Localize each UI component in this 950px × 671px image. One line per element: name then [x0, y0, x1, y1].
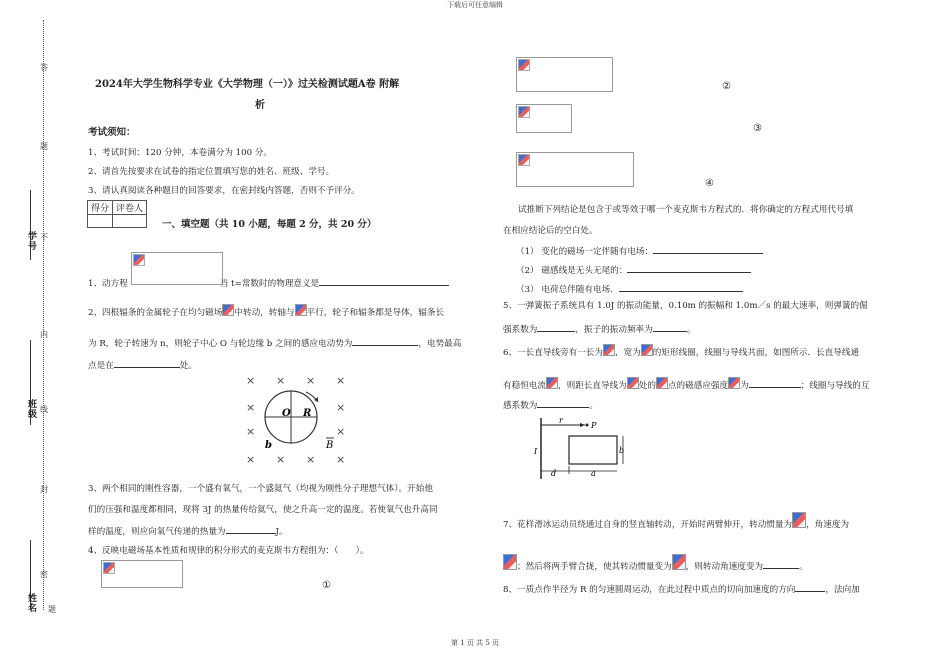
q5-line1: 5、一弹簧振子系统具有 1.0J 的振动能量，0.10m 的振幅和 1.0m／s 的最大速率，则弹簧的倔 [503, 301, 868, 311]
q6-text: 6、一长直导线旁有一长为 [503, 348, 603, 358]
q6-line1 [503, 344, 859, 358]
q4-tail-2: 在相应结论后的空白处。 [503, 226, 598, 236]
q3-line2: 们的压强和温度都相同，现将 3J 的热量传给氦气，使之升高一定的温度。若使氧气也升高同 [88, 505, 438, 515]
exam-title [95, 74, 435, 116]
q7-text: ；然后将两手臂合拢，使其转动惯量变为 [517, 562, 672, 572]
image-icon [641, 344, 653, 356]
eq-mark-3: ③ [753, 123, 762, 134]
q3-text: J。 [275, 527, 288, 537]
margin-char: 封 [40, 485, 48, 494]
maxwell-eq-4-image [516, 152, 634, 187]
cross-mark: × [336, 425, 346, 438]
field-crosses [246, 374, 345, 466]
q4-a-text: （1） 变化的磁场一定伴随有电场： [516, 247, 654, 257]
q6-blank-B[interactable] [749, 378, 801, 388]
section-title: 一、填空题（共 10 小题，每题 2 分，共 20 分） [162, 219, 377, 230]
label-b: b [265, 440, 272, 451]
image-icon [518, 59, 530, 71]
q5-blank-freq[interactable] [653, 322, 687, 332]
q7-text: ，角速度为 [806, 520, 850, 530]
q7-line2 [503, 554, 808, 572]
cross-mark: × [276, 374, 286, 387]
class-label: 班级 [28, 400, 38, 420]
q5-text: ，振子的振动频率为 [575, 325, 653, 335]
q6-text: 的矩形线圈，线圈与导线共面，如图所示．长直导线通 [652, 348, 860, 358]
margin-char: 题 [40, 142, 48, 151]
score-table [87, 200, 147, 228]
q2-text: 处。 [179, 361, 197, 371]
arrow-head [580, 423, 585, 427]
image-icon [728, 377, 740, 389]
q6-text: 处的 [638, 381, 656, 391]
label-r: r [559, 416, 563, 425]
image-icon [103, 562, 115, 574]
label-O: O [282, 408, 291, 419]
q1-blank[interactable] [319, 276, 449, 286]
eq-mark-4: ④ [705, 178, 714, 189]
q4-line: 4、反映电磁场基本性质和规律的积分形式的麦克斯韦方程组为：（ ）。 [88, 546, 369, 556]
image-icon [627, 377, 639, 389]
q1-pre: 1、动方程 [88, 279, 128, 289]
label-I: I [534, 447, 538, 456]
q3-line1: 3、两个相同的刚性容器，一个盛有氧气，一个盛氦气（均视为刚性分子理想气体）。开始他 [88, 484, 433, 494]
cross-mark: × [336, 401, 346, 414]
grader-blank[interactable] [113, 215, 147, 228]
label-P: P [591, 421, 597, 430]
notice-heading: 考试须知： [88, 127, 136, 138]
label-B: B [326, 440, 334, 451]
notice-1: 1、考试时间：120 分钟，本卷满分为 100 分。 [88, 148, 272, 158]
score-blank[interactable] [88, 215, 113, 228]
q6-line2 [503, 377, 870, 391]
q6-text: 有稳恒电流 [503, 381, 546, 391]
q3-line3 [88, 524, 288, 537]
q6-blank-M[interactable] [537, 398, 589, 408]
q6-line3 [503, 398, 598, 411]
point-P [586, 424, 589, 427]
header-note: 下载后可任意编辑 [447, 1, 503, 9]
grader-cell: 评卷人 [113, 201, 147, 215]
margin-char: 答 [40, 63, 48, 72]
q6-text: 。 [589, 401, 598, 411]
q6-text: 为 [740, 381, 749, 391]
q5-line2 [503, 322, 695, 335]
q8-text: 8、一质点作半径为 R 的匀速圆周运动，在此过程中质点的切向加速度的方向 [503, 585, 796, 595]
q5-text: 强系数为 [503, 325, 538, 335]
q1-post: 当 t=常数时的物理意义是 [219, 279, 320, 289]
cross-mark: × [246, 401, 256, 414]
image-icon [133, 254, 145, 266]
q2-text: 中转动，转轴与 [234, 308, 295, 318]
maxwell-eq-2-image [516, 57, 613, 92]
binding-dotted-line [43, 20, 45, 610]
q5-text: 。 [686, 325, 696, 335]
q4-tail-1: 试推断下列结论是包含于或等效于哪一个麦克斯韦方程式的．将你确定的方程式用代号填 [518, 205, 854, 215]
student-id-label: 学号 [28, 232, 38, 252]
image-icon [656, 377, 668, 389]
q2-line1 [88, 304, 444, 318]
image-icon [792, 512, 806, 528]
q2-line3 [88, 358, 197, 371]
title-line1: 2024年大学生物科学专业《大学物理（一）》过关检测试题A卷 附解 [95, 79, 400, 90]
q2-line2 [88, 336, 461, 349]
label-a: a [591, 469, 596, 478]
maxwell-eq-3-image [516, 104, 572, 133]
q4-c [516, 282, 743, 295]
label-b: b [619, 446, 625, 455]
q6-text: ，则距长直导线为 [557, 381, 627, 391]
q2-blank-emf[interactable] [352, 336, 418, 346]
score-cell: 得分 [88, 201, 113, 215]
q4-b [516, 263, 751, 276]
image-icon [503, 554, 517, 570]
rect-loop [569, 436, 617, 464]
image-icon [518, 154, 530, 166]
cross-mark: × [306, 453, 316, 466]
wheel-field-figure [236, 372, 356, 467]
q6-text: ；线圈与导线的互 [800, 381, 870, 391]
wire-loop-figure [533, 416, 643, 481]
margin-char: 内 [40, 330, 48, 339]
cross-mark: × [246, 425, 256, 438]
image-icon [518, 106, 530, 118]
q6-text: 感系数为 [503, 401, 538, 411]
cross-mark: × [276, 453, 286, 466]
q4-a-blank[interactable] [653, 244, 763, 254]
cross-mark: × [246, 374, 256, 387]
cross-mark: × [336, 453, 346, 466]
q6-text: 点的磁感应强度 [667, 381, 729, 391]
image-icon [603, 344, 615, 356]
q4-b-blank[interactable] [627, 263, 751, 273]
q4-a [516, 244, 763, 257]
q5-blank-k[interactable] [537, 322, 575, 332]
q2-text: 为 R，轮子转速为 n，则轮子中心 O 与轮边缘 b 之间的感应电动势为 [88, 339, 353, 349]
margin-char: 不 [40, 233, 48, 242]
q3-text: 样的温度，则应向氧气传递的热量为 [88, 527, 226, 537]
q2-text: 点是在 [88, 361, 114, 371]
margin-char: 线 [40, 405, 48, 414]
q4-c-text: （3） 电荷总伴随有电场． [516, 285, 619, 295]
image-icon [672, 554, 686, 570]
q7-blank[interactable] [763, 559, 799, 569]
maxwell-eq-1-image [101, 560, 183, 588]
margin-char: 密 [40, 570, 48, 579]
q8-blank[interactable] [795, 582, 825, 592]
eq-mark-2: ② [722, 81, 731, 92]
title-line2: 析 [255, 100, 265, 111]
name-label: 姓名 [28, 594, 38, 614]
q2-blank-point[interactable] [114, 358, 180, 368]
q8-text: ，法向加 [825, 585, 860, 595]
cross-mark: × [306, 374, 316, 387]
q2-text: 平行，轮子和辐条都是导体，辐条长 [306, 308, 445, 318]
q2-text: ，电势最高 [418, 339, 462, 349]
q4-b-text: （2） 磁感线是无头无尾的： [516, 266, 628, 276]
page-footer: 第 1 页 共 5 页 [450, 639, 500, 647]
q7-line1 [503, 512, 849, 530]
image-icon [222, 304, 234, 316]
q4-c-blank[interactable] [619, 282, 743, 292]
q8-line [503, 582, 860, 595]
image-icon [546, 377, 558, 389]
q1-line [88, 276, 449, 289]
notice-2: 2、请首先按要求在试卷的指定位置填写您的姓名、班级、学号。 [88, 167, 335, 177]
q7-text: 7、花样滑冰运动员绕通过自身的竖直轴转动，开始时两臂伸开，转动惯量为 [503, 520, 793, 530]
q7-text: 。 [799, 562, 808, 572]
q7-text: ，则转动角速度变为 [685, 562, 764, 572]
eq-mark-1: ① [322, 580, 331, 591]
cross-mark: × [246, 453, 256, 466]
image-icon [295, 304, 307, 316]
margin-char: 题 [48, 605, 56, 614]
cross-mark: × [336, 374, 346, 387]
q6-text: ，宽为 [615, 348, 641, 358]
q2-text: 2、四根辐条的金属轮子在均匀磁场 [88, 308, 223, 318]
q3-blank[interactable] [226, 524, 276, 534]
label-d: d [551, 469, 557, 478]
label-R: R [303, 408, 312, 419]
notice-3: 3、请认真阅读各种题目的回答要求，在密封线内答题，否则不予评分。 [88, 186, 360, 196]
